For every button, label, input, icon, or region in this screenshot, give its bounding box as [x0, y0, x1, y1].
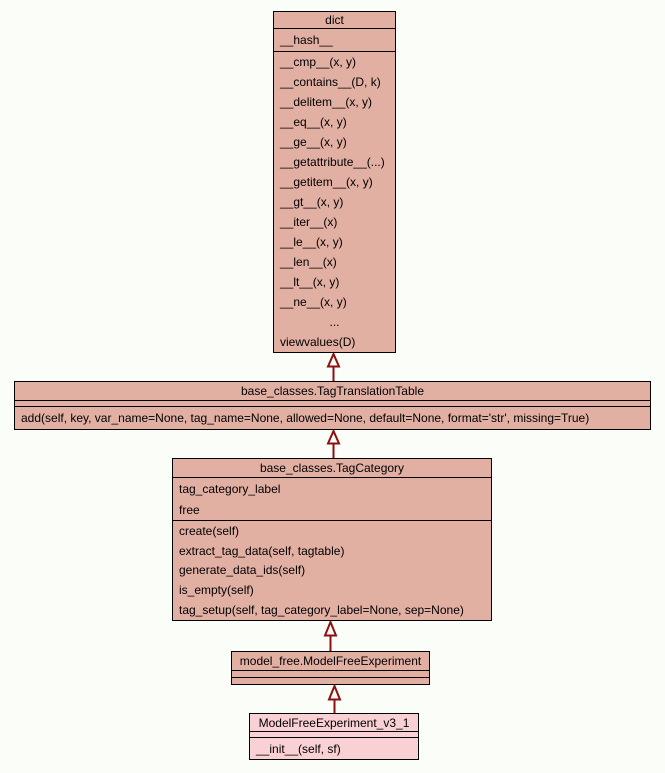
method-row: __contains__(D, k) — [280, 75, 381, 89]
method-row: __cmp__(x, y) — [280, 55, 357, 69]
class-box-dict[interactable] — [273, 11, 396, 353]
class-box-tag-translation-table[interactable] — [14, 381, 651, 430]
method-row: __iter__(x) — [280, 215, 338, 229]
method-row: __init__(self, sf) — [256, 741, 341, 756]
class-box-model-free-experiment-v3-1[interactable] — [249, 713, 419, 760]
inheritance-arrow-tagcategory-to-ttt — [328, 431, 339, 458]
empty-attributes-section — [232, 671, 429, 678]
method-row: __gt__(x, y) — [280, 195, 344, 209]
inheritance-arrow-v31-to-mfe — [329, 686, 340, 713]
method-row: add(self, key, var_name=None, tag_name=None, allowed=None, default=None, format='str', missing=True) — [21, 411, 590, 425]
inheritance-arrow-ttt-to-dict — [328, 354, 339, 381]
method-row: is_empty(self) — [179, 583, 254, 598]
method-row: create(self) — [179, 523, 240, 538]
method-row: tag_setup(self, tag_category_label=None, sep=None) — [179, 603, 464, 618]
class-title: dict — [274, 12, 395, 29]
attribute-row: __hash__ — [280, 33, 333, 47]
method-row: __eq__(x, y) — [280, 115, 347, 129]
method-row: extract_tag_data(self, tagtable) — [179, 543, 345, 558]
class-box-tag-category[interactable] — [172, 458, 492, 621]
method-row: __delitem__(x, y) — [280, 95, 373, 109]
method-row: __ge__(x, y) — [280, 135, 347, 149]
method-row: __lt__(x, y) — [280, 275, 340, 289]
method-row: __le__(x, y) — [280, 235, 343, 249]
class-title: model_free.ModelFreeExperiment — [232, 652, 429, 671]
class-title: ModelFreeExperiment_v3_1 — [250, 714, 418, 732]
method-row: __len__(x) — [280, 255, 337, 269]
method-row: viewvalues(D) — [280, 335, 356, 349]
method-row: generate_data_ids(self) — [179, 563, 306, 578]
method-row-ellipsis: ... — [329, 315, 340, 329]
inheritance-arrow-mfe-to-tagcategory — [325, 622, 336, 651]
method-row: __getattribute__(...) — [280, 155, 385, 169]
class-title: base_classes.TagTranslationTable — [15, 382, 650, 401]
attribute-row: tag_category_label — [179, 481, 281, 496]
class-box-model-free-experiment[interactable] — [231, 651, 430, 685]
attribute-row: free — [179, 502, 200, 517]
method-row: __getitem__(x, y) — [280, 175, 373, 189]
method-row: __ne__(x, y) — [280, 295, 347, 309]
class-title: base_classes.TagCategory — [173, 459, 491, 478]
empty-methods-section — [232, 678, 429, 684]
